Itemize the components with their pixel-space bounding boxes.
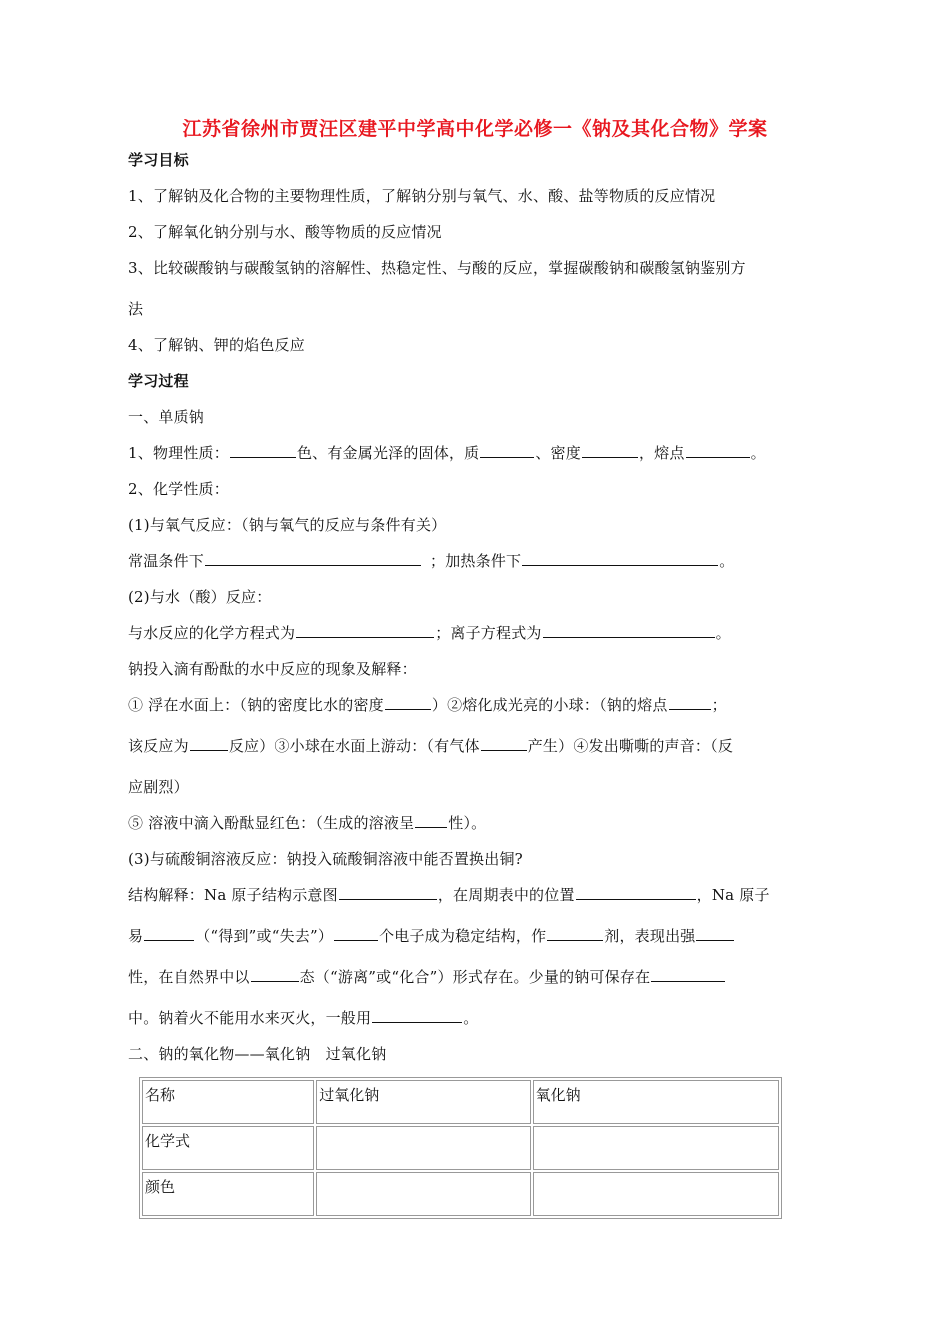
structure-line-4: 中。钠着火不能用水来灭火，一般用 。 xyxy=(128,1009,479,1027)
blank-extinguish[interactable] xyxy=(372,1008,462,1023)
observation-2: 该反应为 反应）③小球在水面上游动：（有气体 产生）④发出嘶嘶的声音：（反 xyxy=(128,737,734,755)
objective-3-cont: 法 xyxy=(128,300,144,318)
table-row xyxy=(142,1126,779,1170)
blank-solution-nature[interactable] xyxy=(415,813,447,828)
objective-1: 1、了解钠及化合物的主要物理性质，了解钠分别与氧气、水、酸、盐等物质的反应情况 xyxy=(128,187,716,205)
table-cell: 名称 xyxy=(142,1080,314,1124)
table-cell: 颜色 xyxy=(142,1172,314,1216)
oxides-table xyxy=(139,1077,782,1219)
objective-3: 3、比较碳酸钠与碳酸氢钠的溶解性、热稳定性、与酸的反应，掌握碳酸钠和碳酸氢钠鉴别方 xyxy=(128,259,746,277)
blank-texture[interactable] xyxy=(480,443,534,458)
observation-1: ① 浮在水面上：（钠的密度比水的密度 ）②熔化成光亮的小球：（钠的熔点 ； xyxy=(128,696,727,714)
table-cell[interactable] xyxy=(533,1126,779,1170)
blank-room-temp[interactable] xyxy=(205,551,421,566)
section-1-heading: 一、单质钠 xyxy=(128,408,205,426)
blank-density[interactable] xyxy=(582,443,638,458)
table-cell[interactable] xyxy=(316,1126,530,1170)
objective-2: 2、了解氧化钠分别与水、酸等物质的反应情况 xyxy=(128,223,442,241)
observation-2-cont: 应剧烈） xyxy=(128,778,189,796)
blank-agent-type[interactable] xyxy=(547,926,603,941)
structure-line-3: 性，在自然界中以 态（“游离”或“化合”）形式存在。少量的钠可保存在 xyxy=(128,967,726,987)
blank-ionic-equation[interactable] xyxy=(543,623,715,638)
table-row xyxy=(142,1172,779,1216)
blank-reaction-type[interactable] xyxy=(190,736,228,751)
blank-existence-state[interactable] xyxy=(251,967,299,982)
table-row xyxy=(142,1080,779,1124)
blank-density-compare[interactable] xyxy=(385,695,431,710)
section-2-heading: 二、钠的氧化物——氧化钠 过氧化钠 xyxy=(128,1045,387,1063)
blank-storage[interactable] xyxy=(651,967,725,982)
blank-chemical-equation[interactable] xyxy=(296,623,434,638)
blank-atom-diagram[interactable] xyxy=(339,885,437,900)
table-cell: 化学式 xyxy=(142,1126,314,1170)
blank-gas[interactable] xyxy=(481,736,527,751)
blank-electron-count[interactable] xyxy=(334,926,378,941)
table-cell: 氧化钠 xyxy=(533,1080,779,1124)
blank-heating[interactable] xyxy=(522,551,718,566)
blank-gain-lose[interactable] xyxy=(144,926,194,941)
table-cell[interactable] xyxy=(533,1172,779,1216)
blank-periodic-position[interactable] xyxy=(576,885,696,900)
blank-color[interactable] xyxy=(230,443,296,458)
process-heading: 学习过程 xyxy=(128,372,189,390)
water-equations: 与水反应的化学方程式为 ；离子方程式为 。 xyxy=(128,624,731,642)
blank-strong-property[interactable] xyxy=(696,926,734,941)
water-reaction: (2)与水（酸）反应： xyxy=(128,588,272,606)
blank-low-melting[interactable] xyxy=(669,695,711,710)
oxygen-reaction: (1)与氧气反应：（钠与氧气的反应与条件有关） xyxy=(128,516,447,534)
table-cell[interactable] xyxy=(316,1172,530,1216)
table-cell: 过氧化钠 xyxy=(316,1080,530,1124)
blank-melting-point[interactable] xyxy=(686,443,750,458)
oxygen-conditions: 常温条件下 ；加热条件下 。 xyxy=(128,552,735,570)
copper-sulfate-reaction: (3)与硫酸铜溶液反应：钠投入硫酸铜溶液中能否置换出铜? xyxy=(128,850,523,868)
observation-5: ⑤ 溶液中滴入酚酞显红色：（生成的溶液呈 性）。 xyxy=(128,814,487,832)
objectives-heading: 学习目标 xyxy=(128,151,189,169)
phenolphthalein-intro: 钠投入滴有酚酞的水中反应的现象及解释： xyxy=(128,660,417,678)
structure-line-2: 易 （“得到”或“失去”） 个电子成为稳定结构，作 剂，表现出强 xyxy=(128,926,735,946)
objective-4: 4、了解钠、钾的焰色反应 xyxy=(128,336,305,354)
structure-line-1: 结构解释：Na 原子结构示意图 ，在周期表中的位置 ，Na 原子 xyxy=(128,886,770,904)
chemical-properties: 2、化学性质： xyxy=(128,480,229,498)
document-title: 江苏省徐州市贾汪区建平中学高中化学必修一《钠及其化合物》学案 xyxy=(182,118,768,140)
physical-properties: 1、物理性质： 色、有金属光泽的固体，质 、密度 ，熔点 。 xyxy=(128,444,766,462)
